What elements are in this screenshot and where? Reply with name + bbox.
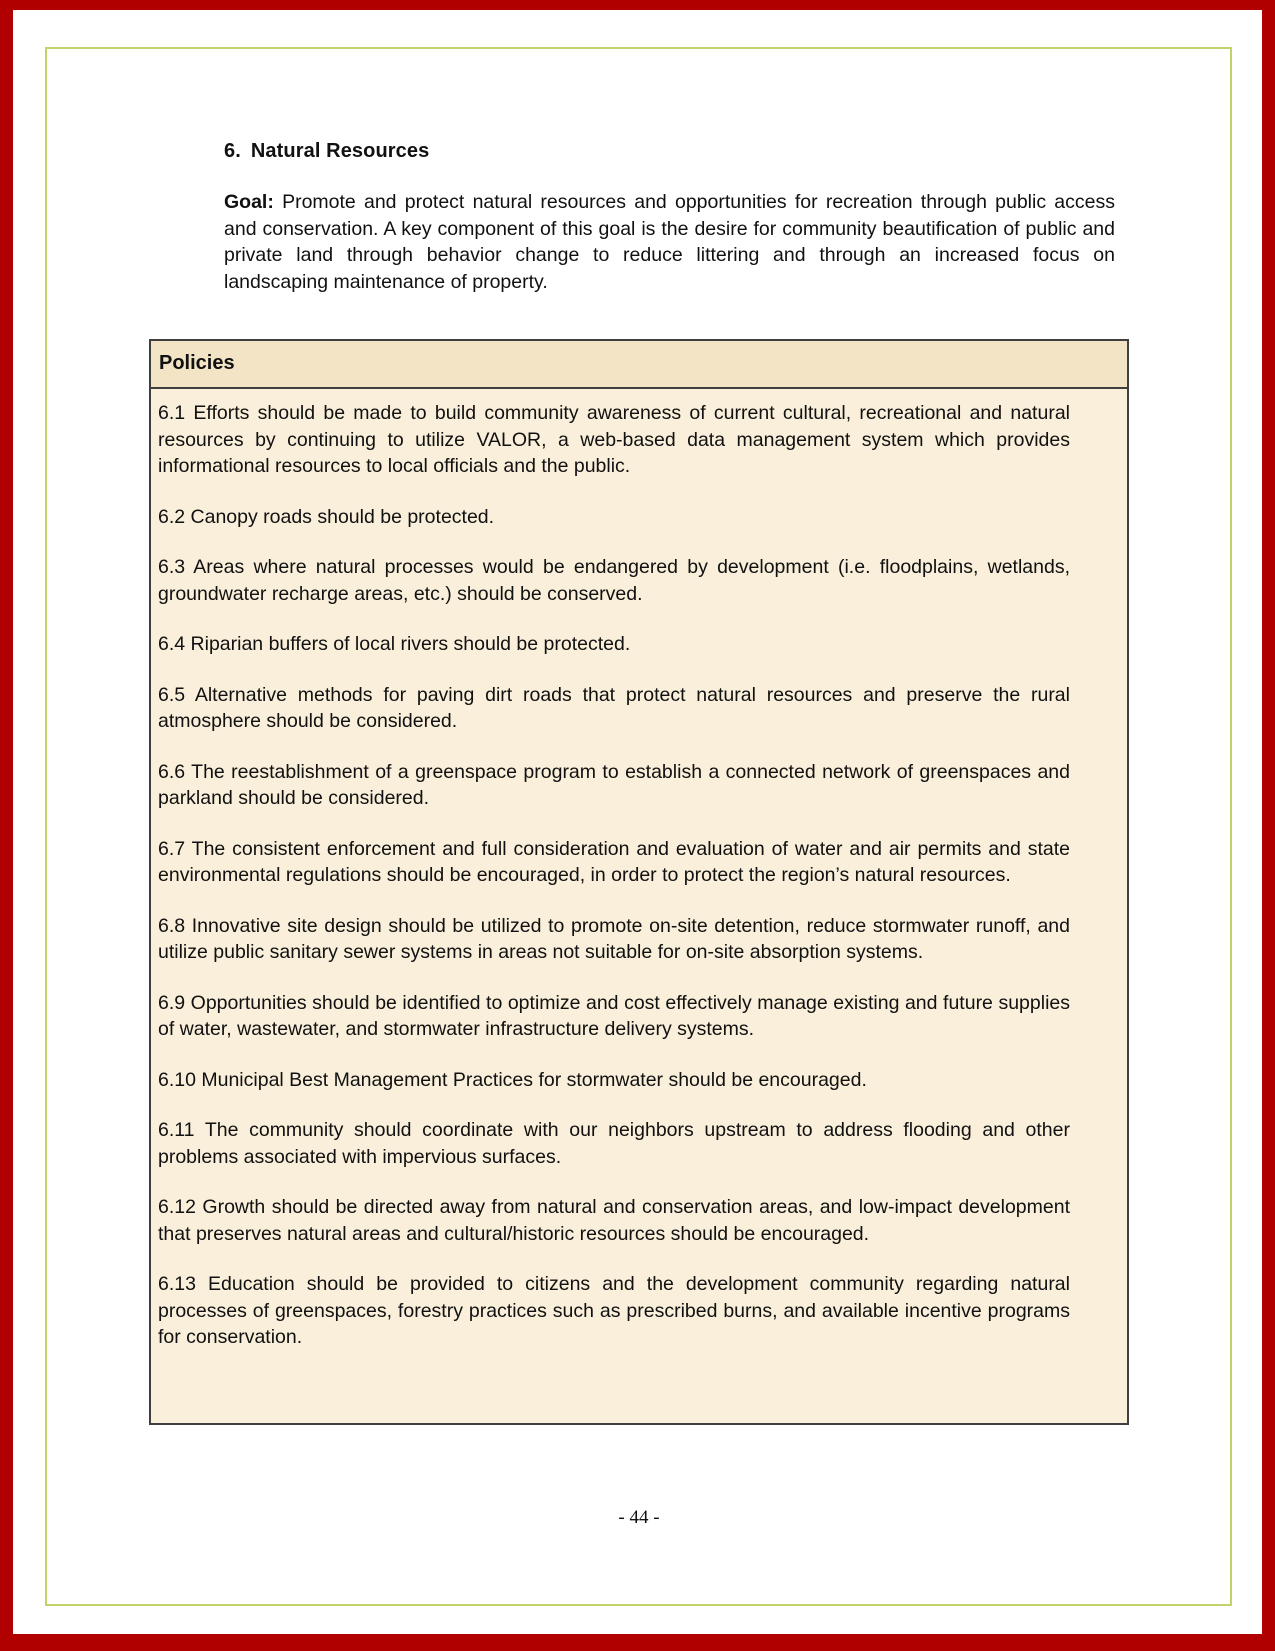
section-number: 6. — [224, 140, 241, 162]
policy-item: 6.4 Riparian buffers of local rivers should be protected. — [158, 633, 631, 656]
policies-table — [149, 339, 1129, 1425]
policy-item: 6.3 Areas where natural processes would be endangered by development (i.e. floodplains, wetlands, groundwater recharge areas, etc.) should be conserved. — [158, 556, 1070, 605]
policy-item: 6.7 The consistent enforcement and full consideration and evaluation of water and air permits and state environmental regulations should be encouraged, in order to protect the region’s natural resources. — [158, 837, 1070, 887]
page-content — [149, 140, 1129, 1529]
policy-item: 6.11 The community should coordinate with our neighbors upstream to address flooding and other problems associated with impervious surfaces. — [158, 1119, 1070, 1168]
page-number: - 44 - — [618, 1506, 660, 1528]
section-title: Natural Resources — [250, 140, 430, 162]
goal-text: Promote and protect natural resources and opportunities for recreation through public access and conservation. A key component of this goal is the desire for community beautification of public and private land through behavior change to reduce littering and through an increased focus on landscaping maintenance of property. — [224, 191, 1115, 293]
policy-item: 6.5 Alternative methods for paving dirt roads that protect natural resources and preserve the rural atmosphere should be considered. — [158, 683, 1070, 733]
policy-item: 6.12 Growth should be directed away from natural and conservation areas, and low-impact development that preserves natural areas and cultural/historic resources should be encouraged. — [158, 1196, 1070, 1245]
page-sheet — [13, 10, 1262, 1634]
policy-item: 6.6 The reestablishment of a greenspace program to establish a connected network of greenspaces and parkland should be considered. — [158, 760, 1070, 810]
policies-table-header: Policies — [151, 341, 1127, 389]
goal-label: Goal: — [224, 191, 274, 213]
section-heading — [224, 140, 1129, 163]
policy-item: 6.2 Canopy roads should be protected. — [158, 505, 495, 528]
policy-item: 6.10 Municipal Best Management Practices for stormwater should be encouraged. — [158, 1068, 867, 1091]
policy-item: 6.8 Innovative site design should be utilized to promote on-site detention, reduce stormwater runoff, and utilize public sanitary sewer systems in areas not suitable for on-site absorption systems. — [158, 914, 1070, 964]
policies-list — [151, 389, 1127, 1423]
policy-item: 6.1 Efforts should be made to build community awareness of current cultural, recreational and natural resources by continuing to utilize VALOR, a web-based data management system which provides informational resources to local officials and the public. — [158, 402, 1070, 478]
policy-item: 6.13 Education should be provided to citizens and the development community regarding natural processes of greenspaces, forestry practices such as prescribed burns, and available incentive programs for conservation. — [158, 1273, 1070, 1349]
policy-item: 6.9 Opportunities should be identified to optimize and cost effectively manage existing and future supplies of water, wastewater, and stormwater infrastructure delivery systems. — [158, 991, 1070, 1041]
goal-paragraph — [224, 189, 1115, 295]
